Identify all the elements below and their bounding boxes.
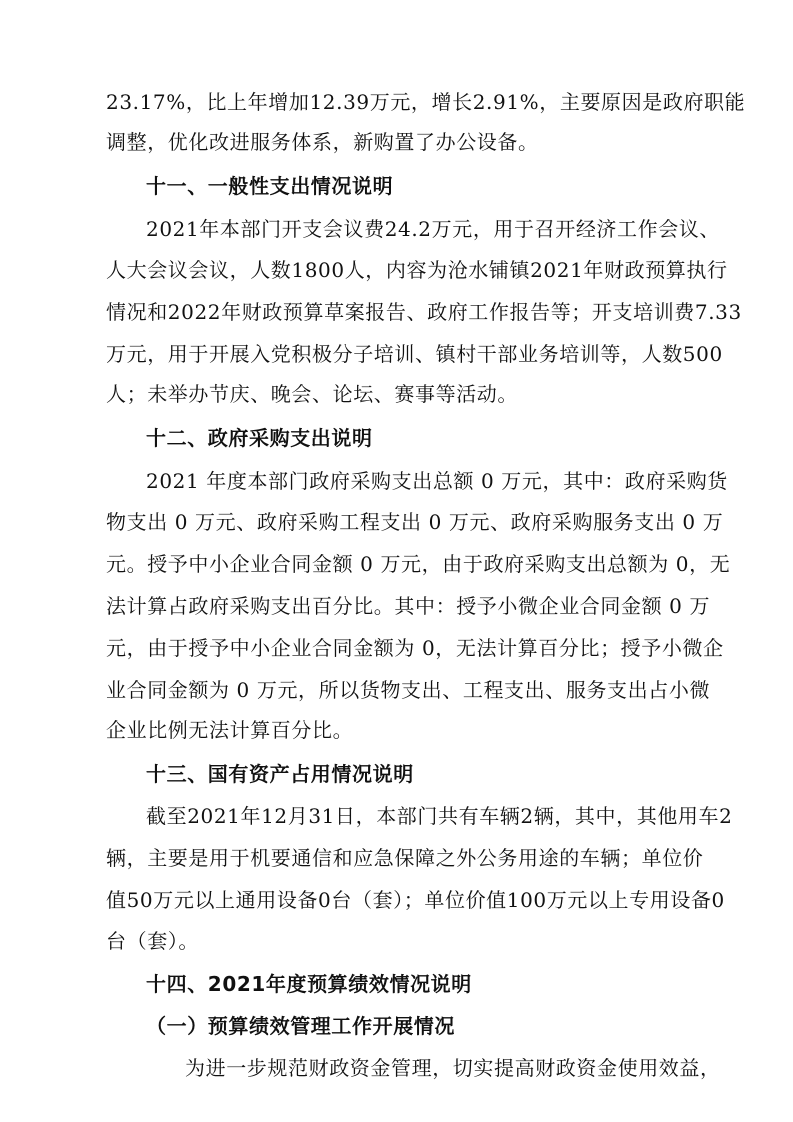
- paragraph-line: 元。授予中小企业合同金额 0 万元，由于政府采购支出总额为 0，无: [106, 552, 731, 576]
- paragraph-line: 法计算占政府采购支出百分比。其中：授予小微企业合同金额 0 万: [106, 594, 711, 618]
- paragraph-line: 辆，主要是用于机要通信和应急保障之外公务用途的车辆；单位价: [106, 846, 704, 870]
- paragraph-line: 2021年本部门开支会议费24.2万元，用于召开经济工作会议、: [146, 217, 721, 241]
- paragraph-line: 物支出 0 万元、政府采购工程支出 0 万元、政府采购服务支出 0 万: [106, 510, 724, 534]
- paragraph-line: 台（套）。: [106, 929, 199, 953]
- paragraph-line: 情况和2022年财政预算草案报告、政府工作报告等；开支培训费7.33: [106, 300, 742, 324]
- paragraph-line: 人大会议会议，人数1800人，内容为沧水铺镇2021年财政预算执行: [106, 258, 728, 282]
- paragraph-line: 元，由于授予中小企业合同金额为 0，无法计算百分比；授予小微企: [106, 636, 724, 660]
- paragraph-line: 调整，优化改进服务体系，新购置了办公设备。: [106, 130, 539, 154]
- paragraph-line: 万元，用于开展入党积极分子培训、镇村干部业务培训等，人数500: [106, 342, 723, 366]
- paragraph-line: 23.17%，比上年增加12.39万元，增长2.91%，主要原因是政府职能: [106, 90, 746, 114]
- paragraph-line: 截至2021年12月31日，本部门共有车辆2辆，其中，其他用车2: [146, 804, 733, 828]
- section-heading-11: 十一、一般性支出情况说明: [146, 174, 394, 198]
- paragraph-line: 值50万元以上通用设备0台（套）；单位价值100万元以上专用设备0: [106, 888, 725, 912]
- section-heading-14: 十四、2021年度预算绩效情况说明: [146, 972, 472, 996]
- paragraph-line: 为进一步规范财政资金管理，切实提高财政资金使用效益，: [185, 1056, 721, 1080]
- paragraph-line: 2021 年度本部门政府采购支出总额 0 万元，其中：政府采购货: [146, 469, 728, 493]
- paragraph-line: 业合同金额为 0 万元，所以货物支出、工程支出、服务支出占小微: [106, 678, 711, 702]
- paragraph-line: 人；未举办节庆、晚会、论坛、赛事等活动。: [106, 382, 518, 406]
- paragraph-line: 企业比例无法计算百分比。: [106, 718, 354, 742]
- section-heading-13: 十三、国有资产占用情况说明: [146, 762, 414, 786]
- section-heading-12: 十二、政府采购支出说明: [146, 426, 373, 450]
- subsection-heading-1: （一）预算绩效管理工作开展情况: [146, 1014, 455, 1038]
